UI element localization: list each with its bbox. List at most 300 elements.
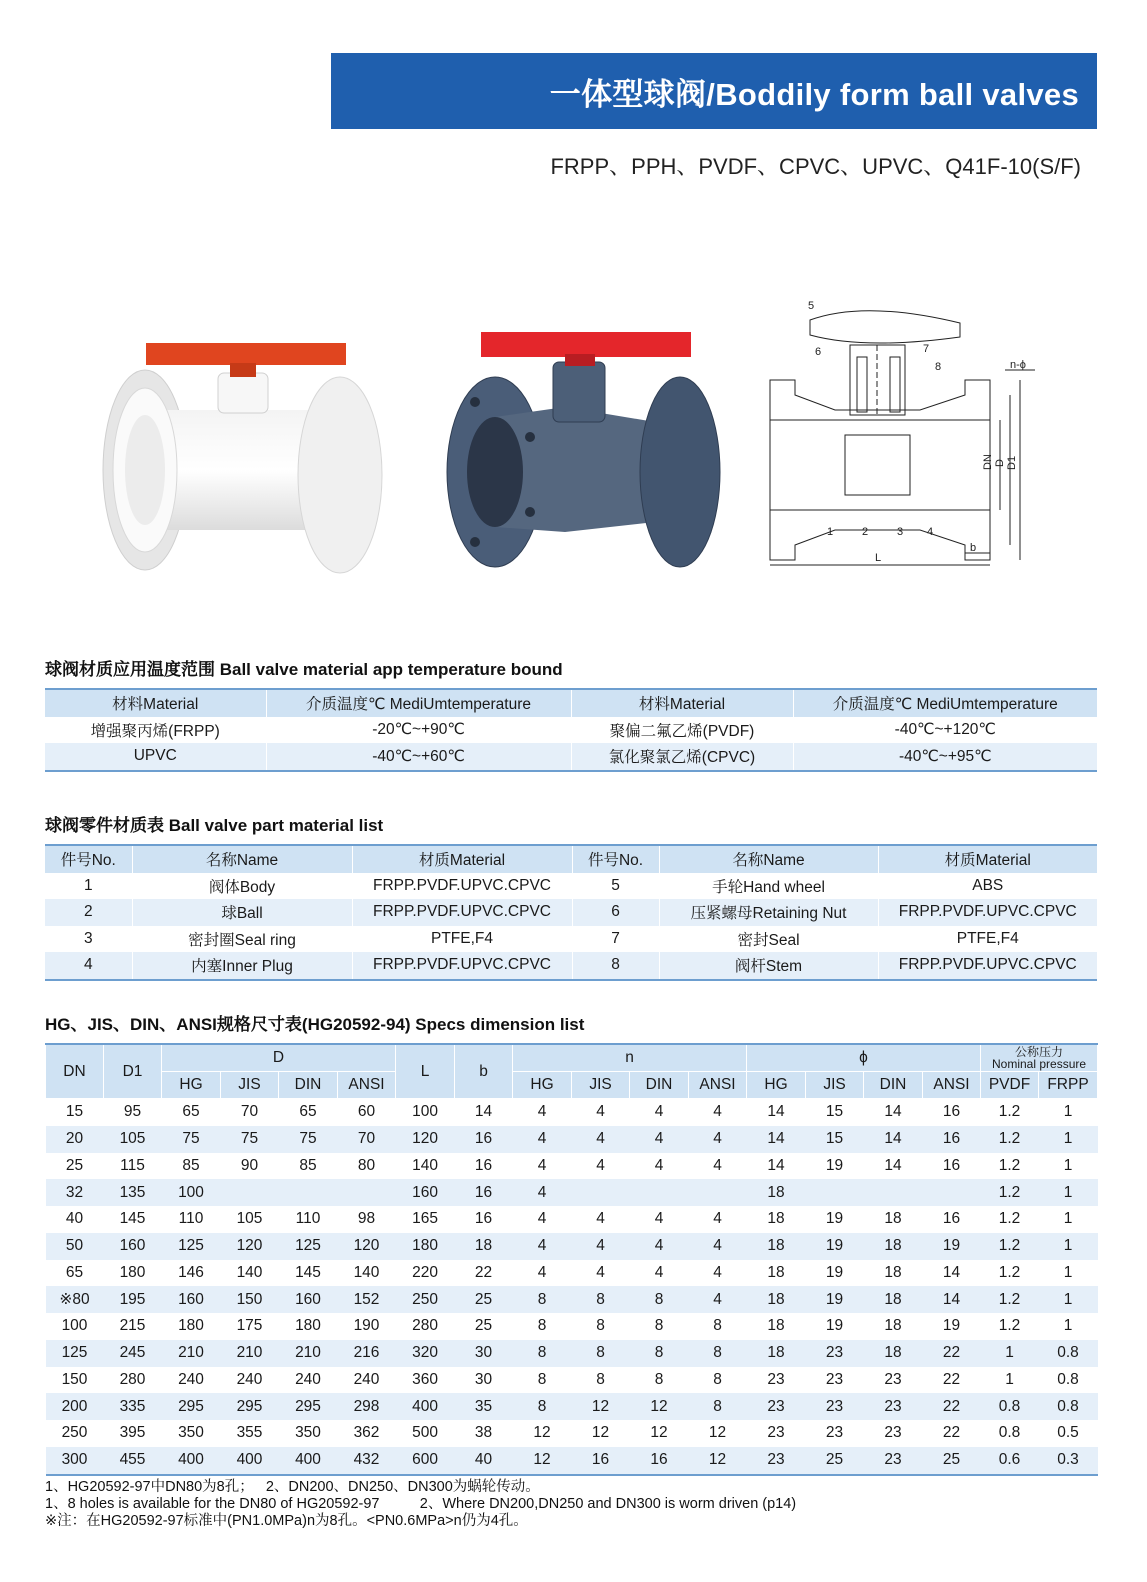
table-cell: 8	[596, 1290, 605, 1308]
table-cell: 195	[119, 1290, 146, 1308]
table-cell: -40℃~+95℃	[793, 743, 1097, 771]
table-cell: 432	[353, 1451, 380, 1469]
footnote-line: 1、HG20592-97中DN80为8孔； 2、DN200、DN250、DN300为蜗轮传动。	[45, 1479, 540, 1495]
table-row	[46, 1179, 1098, 1206]
table-cell: 30	[474, 1370, 493, 1388]
table-cell: 18	[767, 1237, 785, 1255]
table-cell: 295	[236, 1397, 263, 1415]
table-row	[46, 1447, 1098, 1475]
table-cell: 增强聚丙烯(FRPP)	[90, 722, 220, 740]
table-cell: 1.2	[998, 1237, 1021, 1255]
table-cell: 1	[1063, 1210, 1073, 1228]
table-cell: 50	[65, 1237, 84, 1255]
table-cell: UPVC	[133, 747, 177, 765]
table-cell	[806, 1179, 864, 1206]
table-row	[46, 1206, 1098, 1233]
table-cell: 145	[119, 1210, 146, 1228]
header-cell: 名称Name	[132, 845, 352, 873]
table-cell: 18	[767, 1183, 785, 1201]
table-cell: 4	[596, 1237, 605, 1255]
table-cell: 4	[83, 956, 93, 974]
table-row	[46, 1420, 1098, 1447]
table-cell: 8	[537, 1397, 547, 1415]
specs-table	[45, 1043, 1098, 1476]
parts-section-title: 球阀零件材质表 Ball valve part material list	[45, 816, 384, 835]
table-cell: 0.8	[998, 1397, 1021, 1415]
table-header-row	[45, 845, 1097, 873]
table-cell: FRPP.PVDF.UPVC.CPVC	[352, 952, 572, 980]
table-cell: 18	[767, 1210, 785, 1228]
table-cell: 密封圈Seal ring	[132, 926, 352, 953]
table-cell: 125	[178, 1237, 204, 1255]
table-cell: 190	[353, 1317, 380, 1335]
n-phi-label: n-ϕ	[1010, 359, 1026, 371]
table-cell: 球Ball	[132, 899, 352, 926]
table-cell: 30	[474, 1344, 493, 1362]
table-cell: 65	[182, 1103, 200, 1121]
table-cell: FRPP.PVDF.UPVC.CPVC	[878, 899, 1097, 926]
nominal-pressure-header	[981, 1044, 1098, 1072]
table-cell: -20℃~+90℃	[266, 717, 571, 744]
table-cell: 4	[713, 1263, 722, 1281]
header-cell: DIN	[279, 1072, 338, 1099]
table-cell: 1	[1063, 1183, 1073, 1201]
header-cell: 件号No.	[60, 852, 116, 870]
table-cell: 8	[654, 1370, 664, 1388]
table-cell: 6	[572, 899, 659, 926]
table-cell: 25	[474, 1317, 493, 1335]
table-cell: 1	[83, 876, 93, 894]
table-cell: 12	[591, 1397, 610, 1415]
table-cell: ABS	[878, 873, 1097, 900]
table-cell: 16	[942, 1130, 961, 1148]
table-cell: 14	[942, 1263, 961, 1281]
white-valve-image	[100, 335, 400, 575]
table-cell: 16	[942, 1210, 961, 1228]
table-cell: 1	[1063, 1317, 1073, 1335]
table-cell: 4	[596, 1103, 605, 1121]
table-cell: 18	[884, 1344, 902, 1362]
table-header-row	[46, 1044, 1098, 1072]
table-cell: 65	[65, 1263, 84, 1281]
table-row	[46, 1260, 1098, 1287]
table-cell: 180	[412, 1237, 438, 1255]
table-cell: 70	[240, 1103, 259, 1121]
table-cell: 1.2	[998, 1156, 1021, 1174]
table-subheader-row	[46, 1072, 1098, 1099]
table-cell: 7	[572, 926, 659, 953]
header-cell: HG	[747, 1072, 806, 1099]
table-cell: 1.2	[998, 1263, 1021, 1281]
part-label-8: 8	[935, 361, 942, 373]
table-cell: 75	[299, 1130, 317, 1148]
table-cell: 4	[537, 1103, 547, 1121]
table-cell: 23	[767, 1424, 785, 1442]
table-cell: 135	[119, 1183, 146, 1201]
table-cell: 65	[299, 1103, 317, 1121]
table-cell: 14	[767, 1103, 785, 1121]
table-cell: 115	[120, 1156, 145, 1174]
header-cell: D	[162, 1044, 396, 1072]
table-cell: 12	[650, 1397, 668, 1415]
temperature-section-title: 球阀材质应用温度范围 Ball valve material app temperature bound	[45, 660, 563, 679]
header-cell: FRPP	[1039, 1072, 1098, 1099]
table-cell: 0.8	[1057, 1344, 1079, 1362]
table-cell: 4	[537, 1263, 547, 1281]
table-row	[45, 926, 1097, 953]
table-cell: 175	[236, 1317, 263, 1335]
table-cell: 19	[825, 1237, 844, 1255]
table-cell: 22	[474, 1263, 493, 1281]
table-cell: 14	[474, 1103, 493, 1121]
table-cell: 23	[767, 1370, 785, 1388]
table-cell: 295	[178, 1397, 204, 1415]
table-cell: 295	[295, 1397, 321, 1415]
table-cell	[572, 1179, 630, 1206]
table-cell: 100	[412, 1103, 438, 1121]
header-cell: n	[513, 1044, 747, 1072]
table-cell: 16	[474, 1156, 493, 1174]
table-cell: 240	[353, 1370, 380, 1388]
table-cell: 120	[353, 1237, 380, 1255]
table-cell: 8	[713, 1370, 722, 1388]
table-cell: 23	[767, 1451, 785, 1469]
table-cell: 8	[596, 1344, 605, 1362]
header-cell: D1	[104, 1044, 162, 1099]
table-cell: 3	[83, 929, 93, 947]
table-cell: 16	[650, 1451, 668, 1469]
header-cell: L	[396, 1044, 455, 1099]
table-cell: 23	[884, 1451, 902, 1469]
table-cell: 压紧螺母Retaining Nut	[659, 899, 878, 926]
table-cell: 19	[825, 1263, 844, 1281]
table-cell: 350	[295, 1424, 321, 1442]
table-cell: 18	[767, 1290, 785, 1308]
table-cell: 210	[236, 1344, 263, 1362]
table-cell: 16	[942, 1103, 961, 1121]
table-cell: 32	[65, 1183, 84, 1201]
table-cell: 400	[178, 1451, 204, 1469]
material-subtitle: FRPP、PPH、PVDF、CPVC、UPVC、Q41F-10(S/F)	[550, 154, 1081, 179]
table-cell: 1.2	[998, 1130, 1021, 1148]
header-cell: HG	[513, 1072, 572, 1099]
table-cell: 14	[767, 1156, 785, 1174]
table-cell: 4	[596, 1156, 605, 1174]
specs-section-title: HG、JIS、DIN、ANSI规格尺寸表(HG20592-94) Specs dimension list	[45, 1015, 585, 1034]
table-cell	[338, 1179, 396, 1206]
table-cell: 23	[884, 1424, 902, 1442]
table-cell: 18	[884, 1317, 902, 1335]
table-cell: 100	[178, 1183, 204, 1201]
table-cell: 362	[353, 1424, 380, 1442]
table-cell: 180	[295, 1317, 321, 1335]
table-cell: 18	[884, 1237, 902, 1255]
table-cell: 内塞Inner Plug	[132, 952, 352, 980]
table-cell: 18	[767, 1317, 785, 1335]
parts-table	[45, 844, 1097, 981]
header-cell: JIS	[572, 1072, 630, 1099]
np-label-zh: 公称压力	[1015, 1045, 1064, 1059]
table-cell: 4	[596, 1210, 605, 1228]
table-cell: 4	[537, 1156, 547, 1174]
table-cell: 2	[83, 903, 93, 921]
table-cell: 140	[353, 1263, 380, 1281]
table-cell: 14	[767, 1130, 785, 1148]
table-row	[46, 1126, 1098, 1153]
table-cell: 298	[353, 1397, 380, 1415]
table-cell: 0.8	[998, 1424, 1021, 1442]
d-label: D	[994, 459, 1006, 467]
table-cell: 8	[537, 1370, 547, 1388]
table-cell: 1.2	[998, 1290, 1021, 1308]
table-cell: 19	[825, 1317, 844, 1335]
table-cell: 16	[942, 1156, 961, 1174]
table-cell: 1.2	[998, 1210, 1021, 1228]
table-cell: 100	[61, 1317, 88, 1335]
table-row	[45, 899, 1097, 926]
table-cell: 98	[357, 1210, 376, 1228]
table-cell: 25	[65, 1156, 84, 1174]
header-cell: ϕ	[747, 1044, 981, 1072]
table-cell: 140	[236, 1263, 263, 1281]
table-cell: 120	[236, 1237, 263, 1255]
table-cell: 23	[884, 1397, 902, 1415]
table-cell: 75	[182, 1130, 200, 1148]
table-cell: 18	[884, 1210, 902, 1228]
footnote-line: ※注：在HG20592-97标准中(PN1.0MPa)n为8孔。<PN0.6MPa>n仍为4孔。	[45, 1513, 528, 1529]
table-cell: 8	[713, 1344, 722, 1362]
table-cell: -40℃~+60℃	[266, 743, 571, 771]
table-cell: 18	[474, 1237, 493, 1255]
table-cell: 4	[537, 1130, 547, 1148]
table-cell: 19	[942, 1237, 961, 1255]
table-cell: 110	[178, 1210, 204, 1228]
table-cell: 19	[825, 1210, 844, 1228]
table-cell: 152	[353, 1290, 380, 1308]
table-row	[46, 1233, 1098, 1260]
table-cell: 12	[650, 1424, 668, 1442]
table-row	[46, 1286, 1098, 1313]
table-row	[46, 1099, 1098, 1126]
table-cell: 400	[412, 1397, 438, 1415]
table-cell: 聚偏二氟乙烯(PVDF)	[571, 717, 793, 744]
table-cell: 15	[825, 1103, 844, 1121]
table-row	[46, 1313, 1098, 1340]
table-cell: 85	[299, 1156, 317, 1174]
d1-label: D1	[1006, 455, 1018, 470]
table-cell: 160	[412, 1183, 438, 1201]
header-cell: PVDF	[981, 1072, 1039, 1099]
table-cell: 23	[825, 1397, 844, 1415]
part-label-6: 6	[815, 346, 822, 358]
table-cell: 215	[119, 1317, 146, 1335]
table-cell: 300	[61, 1451, 88, 1469]
table-row	[46, 1340, 1098, 1367]
header-cell: JIS	[221, 1072, 279, 1099]
dn-label: DN	[982, 454, 994, 470]
table-cell: 395	[119, 1424, 146, 1442]
table-cell: 200	[61, 1397, 88, 1415]
table-cell: 240	[178, 1370, 204, 1388]
header-cell: DIN	[864, 1072, 923, 1099]
header-cell: 材质Material	[352, 845, 572, 873]
table-cell: 160	[178, 1290, 204, 1308]
table-cell: 18	[767, 1344, 785, 1362]
table-cell: 1	[1063, 1130, 1073, 1148]
table-cell: 0.8	[1057, 1370, 1079, 1388]
table-cell: 70	[357, 1130, 376, 1148]
table-cell: 4	[713, 1130, 722, 1148]
table-cell: 220	[412, 1263, 438, 1281]
footnote-line: 1、8 holes is available for the DN80 of HG20592-97 2、Where DN200,DN250 and DN300 is worm driven (p14)	[45, 1496, 797, 1512]
table-cell: 14	[942, 1290, 961, 1308]
table-cell: 600	[412, 1451, 438, 1469]
table-cell: 1	[1063, 1290, 1073, 1308]
table-cell: FRPP.PVDF.UPVC.CPVC	[878, 952, 1097, 980]
table-cell: 4	[713, 1290, 722, 1308]
table-cell: 氯化聚氯乙烯(CPVC)	[571, 743, 793, 771]
temperature-table	[45, 688, 1097, 772]
table-cell: 5	[572, 873, 659, 900]
table-cell: 160	[119, 1237, 146, 1255]
part-label-3: 3	[897, 526, 904, 538]
table-cell: 1.2	[998, 1103, 1021, 1121]
table-cell: 180	[119, 1263, 146, 1281]
table-cell: 250	[412, 1290, 438, 1308]
table-cell: 8	[713, 1397, 722, 1415]
table-cell: 0.3	[1057, 1451, 1079, 1469]
table-cell: 4	[654, 1156, 664, 1174]
table-cell: 15	[825, 1130, 844, 1148]
table-cell: 90	[240, 1156, 259, 1174]
table-cell: 4	[537, 1183, 547, 1201]
header-cell: b	[455, 1044, 513, 1099]
table-cell	[689, 1179, 747, 1206]
table-cell: PTFE,F4	[352, 926, 572, 953]
table-cell: 22	[942, 1370, 961, 1388]
valve-cross-section-drawing	[765, 295, 1065, 575]
title-banner	[331, 53, 1097, 129]
table-cell: 40	[474, 1451, 493, 1469]
table-cell: 23	[825, 1344, 844, 1362]
table-cell: 14	[884, 1130, 902, 1148]
table-row	[46, 1367, 1098, 1394]
table-cell: 19	[825, 1290, 844, 1308]
header-cell: DIN	[630, 1072, 689, 1099]
table-cell: 8	[537, 1290, 547, 1308]
table-cell: 25	[825, 1451, 844, 1469]
header-cell: 材质Material	[878, 845, 1097, 873]
table-cell	[923, 1179, 981, 1206]
table-cell: 4	[713, 1103, 722, 1121]
table-cell: 8	[654, 1290, 664, 1308]
header-cell: 介质温度℃ MediUmtemperature	[266, 689, 571, 717]
table-cell: PTFE,F4	[878, 926, 1097, 953]
table-cell: 4	[713, 1210, 722, 1228]
table-cell: 25	[474, 1290, 493, 1308]
table-cell: 335	[119, 1397, 146, 1415]
table-cell: 355	[236, 1424, 263, 1442]
l-label: L	[875, 552, 882, 564]
table-cell: 22	[942, 1424, 961, 1442]
table-cell: 60	[357, 1103, 376, 1121]
header-cell: 介质温度℃ MediUmtemperature	[793, 689, 1097, 717]
table-cell: 4	[654, 1263, 664, 1281]
header-cell: 名称Name	[659, 845, 878, 873]
table-cell: 阀体Body	[132, 873, 352, 900]
table-cell: 4	[596, 1130, 605, 1148]
table-cell: 23	[884, 1370, 902, 1388]
table-cell: 8	[537, 1344, 547, 1362]
gray-valve-image	[445, 322, 725, 572]
table-cell: -40℃~+120℃	[793, 717, 1097, 744]
part-label-1: 1	[827, 526, 834, 538]
table-cell	[221, 1179, 279, 1206]
table-cell: 15	[65, 1103, 84, 1121]
table-cell: 23	[825, 1424, 844, 1442]
table-cell: 16	[474, 1210, 493, 1228]
table-row	[46, 1393, 1098, 1420]
table-cell: 210	[178, 1344, 204, 1362]
table-cell: 40	[65, 1210, 84, 1228]
table-cell: 85	[182, 1156, 200, 1174]
table-cell: 165	[412, 1210, 438, 1228]
table-cell: 105	[236, 1210, 263, 1228]
table-cell: 12	[533, 1451, 551, 1469]
header-cell: 材料Material	[571, 689, 793, 717]
table-cell: ※80	[59, 1291, 90, 1309]
table-cell: 180	[178, 1317, 204, 1335]
table-cell: 阀杆Stem	[659, 952, 878, 980]
footnotes	[45, 1479, 796, 1530]
table-cell: 35	[474, 1397, 493, 1415]
table-cell: 150	[236, 1290, 263, 1308]
table-cell: 38	[474, 1424, 493, 1442]
table-cell: 1.2	[998, 1317, 1021, 1335]
table-cell: 350	[178, 1424, 204, 1442]
table-cell: 4	[713, 1156, 722, 1174]
table-cell: FRPP.PVDF.UPVC.CPVC	[352, 899, 572, 926]
page-title: 一体型球阀/Boddily form ball valves	[549, 76, 1079, 112]
table-cell: 4	[596, 1263, 605, 1281]
table-cell: 14	[884, 1103, 902, 1121]
table-cell: 240	[295, 1370, 321, 1388]
table-cell: 140	[412, 1156, 438, 1174]
table-cell: 75	[240, 1130, 259, 1148]
part-label-2: 2	[862, 526, 869, 538]
table-cell: 4	[537, 1210, 547, 1228]
table-cell: 400	[295, 1451, 321, 1469]
table-cell: 400	[236, 1451, 263, 1469]
table-row	[45, 743, 1097, 771]
table-cell: 手轮Hand wheel	[659, 873, 878, 900]
table-cell: 160	[295, 1290, 321, 1308]
table-cell: 20	[65, 1130, 84, 1148]
table-cell: 16	[591, 1451, 610, 1469]
table-cell: 8	[654, 1344, 664, 1362]
table-cell: 1	[1005, 1370, 1014, 1388]
table-cell: 8	[596, 1370, 605, 1388]
table-cell: 1	[1063, 1156, 1073, 1174]
table-cell: 18	[767, 1263, 785, 1281]
table-cell: 密封Seal	[659, 926, 878, 953]
table-cell: 210	[295, 1344, 321, 1362]
table-cell: 0.5	[1057, 1424, 1079, 1442]
table-cell: 0.6	[998, 1451, 1021, 1469]
table-cell: 1.2	[998, 1183, 1021, 1201]
table-cell: 14	[884, 1156, 902, 1174]
header-cell: 材料Material	[112, 696, 199, 714]
